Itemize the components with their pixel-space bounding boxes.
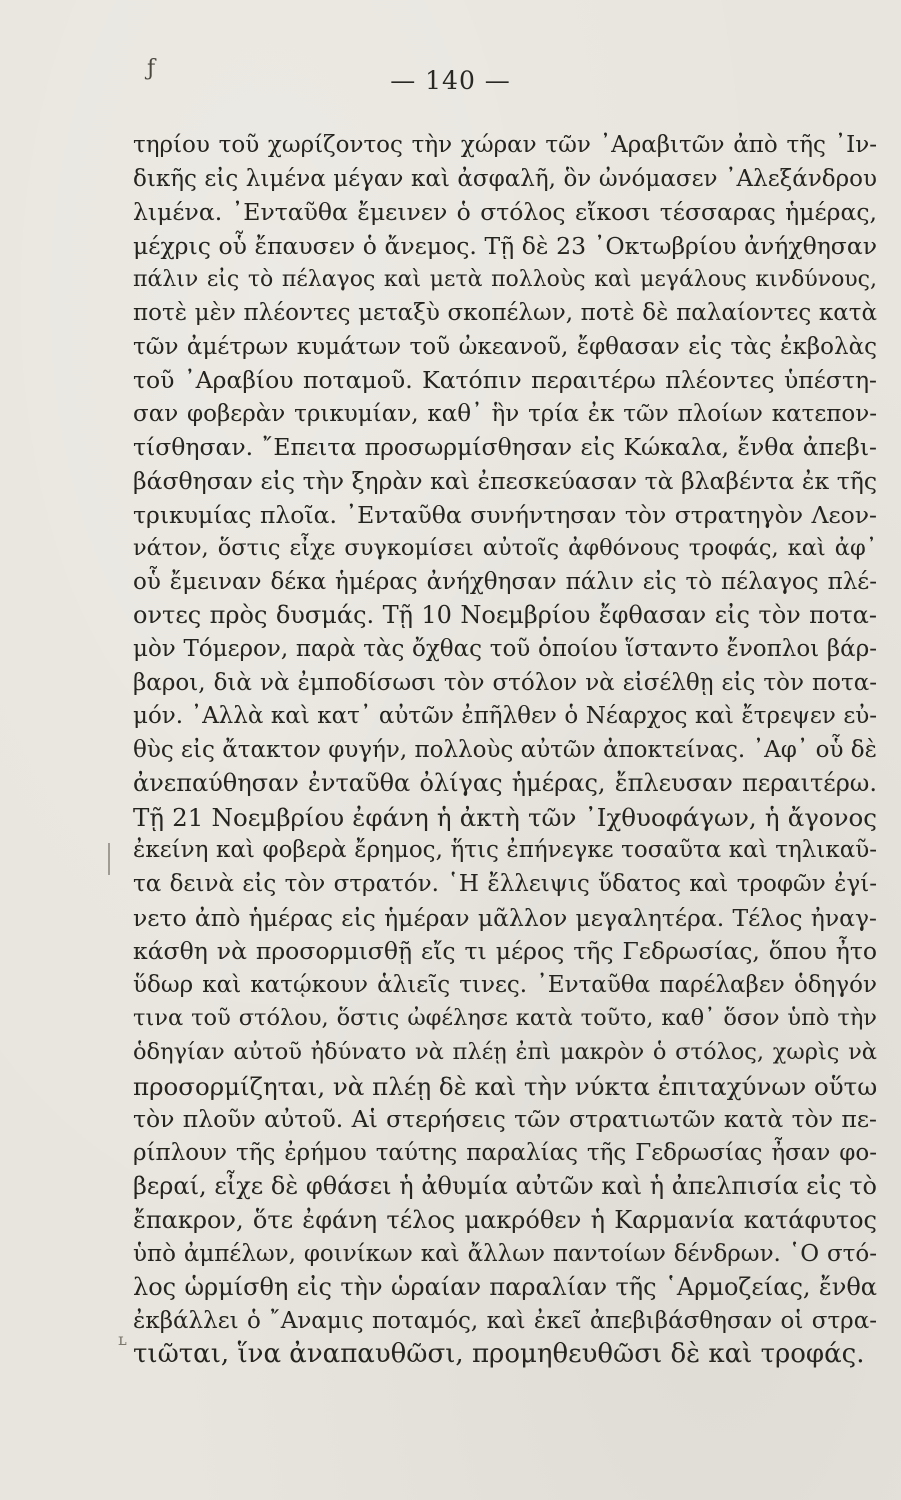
text-line: ἐκβάλλει ὁ ῎Αναμις ποταμός, καὶ ἐκεῖ ἀπεβιβάσθησαν οἱ στρα- — [133, 1307, 877, 1334]
corner-mark: ƒ — [147, 56, 156, 81]
text-line: βαροι, διὰ νὰ ἐμποδίσωσι τὸν στόλον νὰ εἰσέλθῃ εἰς τὸν ποτα- — [133, 669, 877, 696]
text-line: πάλιν εἰς τὸ πέλαγος καὶ μετὰ πολλοὺς καὶ μεγάλους κινδύνους, — [133, 267, 877, 293]
text-line: μὸν Τόμερον, παρὰ τὰς ὄχθας τοῦ ὁποίου ἵσταντο ἔνοπλοι βάρ- — [133, 635, 877, 662]
text-line: θὺς εἰς ἄτακτον φυγήν, πολλοὺς αὐτῶν ἀποκτείνας. ᾿Αφ᾿ οὗ δὲ — [133, 736, 877, 763]
text-line: τίσθησαν. ῎Επειτα προσωρμίσθησαν εἰς Κώκαλα, ἔνθα ἀπεβι- — [133, 433, 877, 462]
margin-rule — [108, 843, 110, 875]
text-line: τῶν ἀμέτρων κυμάτων τοῦ ὠκεανοῦ, ἔφθασαν εἰς τὰς ἐκβολὰς — [133, 333, 877, 360]
text-line: δικῆς εἰς λιμένα μέγαν καὶ ἀσφαλῆ, ὃν ὠνόμασεν ᾿Αλεξάνδρου — [133, 165, 877, 192]
text-line: τινα τοῦ στόλου, ὅστις ὠφέλησε κατὰ τοῦτο, καθ᾿ ὅσον ὑπὸ τὴν — [133, 1005, 877, 1032]
text-line: ὑπὸ ἀμπέλων, φοινίκων καὶ ἄλλων παντοίων δένδρων. ῾Ο στό- — [133, 1240, 877, 1267]
text-line: τοῦ ᾿Αραβίου ποταμοῦ. Κατόπιν περαιτέρω πλέοντες ὑπέστη- — [133, 366, 877, 395]
text-line: ὁδηγίαν αὐτοῦ ἠδύνατο νὰ πλέῃ ἐπὶ μακρὸν ὁ στόλος, χωρὶς νὰ — [133, 1039, 877, 1066]
text-line: κάσθη νὰ προσορμισθῇ εἴς τι μέρος τῆς Γεδρωσίας, ὅπου ἦτο — [133, 937, 877, 966]
text-line: προσορμίζηται, νὰ πλέῃ δὲ καὶ τὴν νύκτα ἐπιταχύνων οὕτω — [133, 1071, 877, 1101]
text-line: ὕδωρ καὶ κατῴκουν ἁλιεῖς τινες. ᾿Ενταῦθα παρέλαβεν ὁδηγόν — [133, 971, 877, 998]
text-line: βάσθησαν εἰς τὴν ξηρὰν καὶ ἐπεσκεύασαν τὰ βλαβέντα ἐκ τῆς — [133, 466, 877, 495]
text-line: τρικυμίας πλοῖα. ᾿Ενταῦθα συνήντησαν τὸν στρατηγὸν Λεον- — [133, 500, 877, 529]
text-line: ρίπλουν τῆς ἐρήμου ταύτης παραλίας τῆς Γεδρωσίας ἦσαν φο- — [133, 1139, 877, 1166]
text-line: λιμένα. ᾿Ενταῦθα ἔμεινεν ὁ στόλος εἴκοσι τέσσαρας ἡμέρας, — [133, 198, 877, 227]
text-line: Τῇ 21 Νοεμβρίου ἐφάνη ἡ ἀκτὴ τῶν ᾿Ιχθυοφάγων, ἡ ἄγονος — [133, 802, 877, 832]
text-line: τηρίου τοῦ χωρίζοντος τὴν χώραν τῶν ᾿Αραβιτῶν ἀπὸ τῆς ᾿Ιν- — [133, 132, 877, 158]
text-line: οντες πρὸς δυσμάς. Τῇ 10 Νοεμβρίου ἔφθασαν εἰς τὸν ποτα- — [133, 601, 877, 630]
text-line: ἀνεπαύθησαν ἐνταῦθα ὀλίγας ἡμέρας, ἔπλευσαν περαιτέρω. — [133, 769, 877, 798]
text-line: σαν φοβερὰν τρικυμίαν, καθ᾿ ἣν τρία ἐκ τῶν πλοίων κατεπον- — [133, 400, 877, 427]
text-line: οὗ ἔμειναν δέκα ἡμέρας ἀνήχθησαν πάλιν εἰς τὸ πέλαγος πλέ- — [133, 568, 877, 595]
bottom-mark: ʟ — [118, 1330, 127, 1349]
text-line: νάτον, ὅστις εἶχε συγκομίσει αὐτοῖς ἀφθόνους τροφάς, καὶ ἀφ᾿ — [133, 535, 877, 562]
text-line: ἐκείνη καὶ φοβερὰ ἔρημος, ἥτις ἐπήνεγκε τοσαῦτα καὶ τηλικαῦ- — [133, 837, 877, 864]
text-line: τὸν πλοῦν αὐτοῦ. Αἱ στερήσεις τῶν στρατιωτῶν κατὰ τὸν πε- — [133, 1105, 877, 1134]
text-line: βεραί, εἶχε δὲ φθάσει ἡ ἀθυμία αὐτῶν καὶ ἡ ἀπελπισία εἰς τὸ — [133, 1172, 877, 1201]
text-line: λος ὡρμίσθη εἰς τὴν ὡραίαν παραλίαν τῆς ῾Αρμοζείας, ἔνθα — [133, 1273, 877, 1302]
text-line: τα δεινὰ εἰς τὸν στρατόν. ῾Η ἔλλειψις ὕδατος καὶ τροφῶν ἐγί- — [133, 871, 877, 898]
text-line: τιῶται, ἵνα ἀναπαυθῶσι, προμηθευθῶσι δὲ καὶ τροφάς. — [133, 1339, 865, 1370]
text-line: μόν. ᾿Αλλὰ καὶ κατ᾿ αὐτῶν ἐπῆλθεν ὁ Νέαρχος καὶ ἔτρεψεν εὐ- — [133, 703, 877, 730]
text-line: ποτὲ μὲν πλέοντες μεταξὺ σκοπέλων, ποτὲ δὲ παλαίοντες κατὰ — [133, 299, 877, 326]
body-text — [133, 129, 877, 1372]
page-number: — 140 — — [390, 66, 511, 95]
text-line: νετο ἀπὸ ἡμέρας εἰς ἡμέραν μᾶλλον μεγαλητέρα. Τέλος ἠναγ- — [133, 903, 877, 932]
text-line: ἔπακρον, ὅτε ἐφάνη τέλος μακρόθεν ἡ Καρμανία κατάφυτος — [133, 1206, 877, 1234]
text-line: μέχρις οὗ ἔπαυσεν ὁ ἄνεμος. Τῇ δὲ 23 ᾿Οκτωβρίου ἀνήχθησαν — [133, 231, 877, 260]
